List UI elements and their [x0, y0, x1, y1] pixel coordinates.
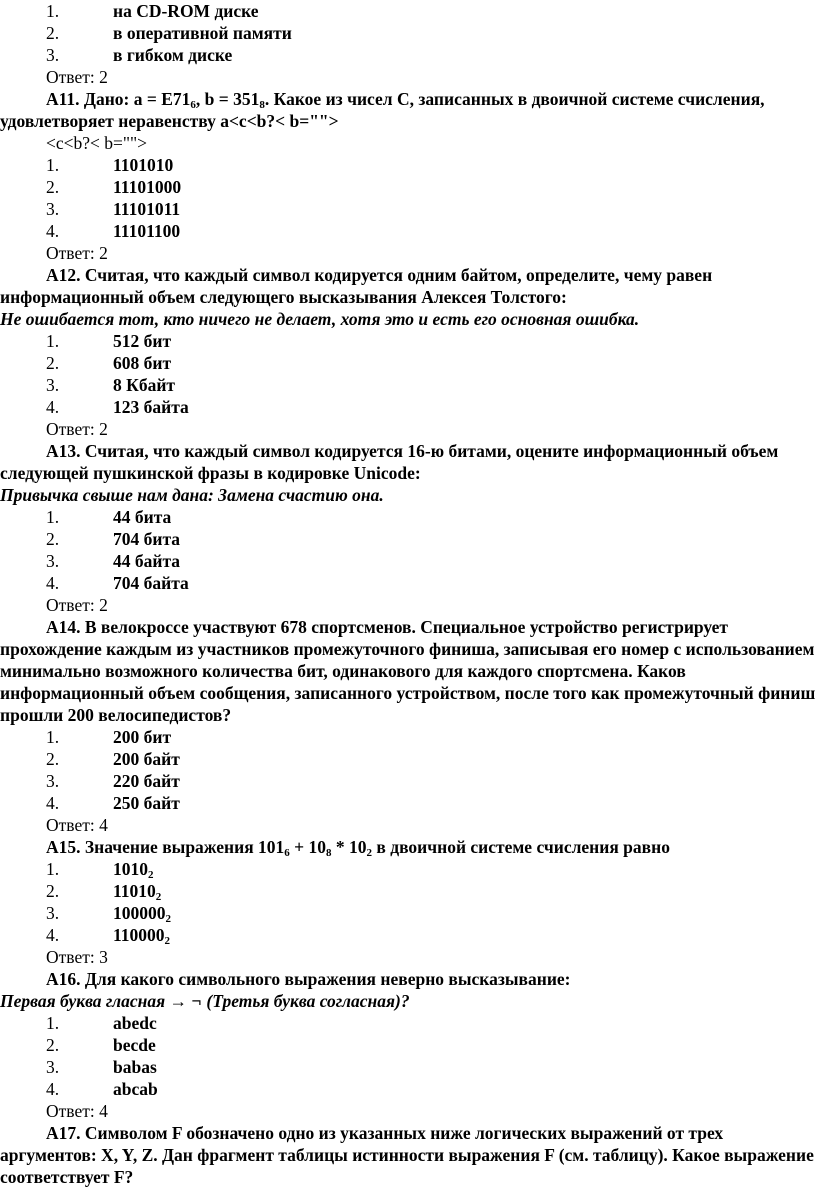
list-item: 3. 8 Кбайт — [46, 375, 175, 395]
list-item: 3. babas — [46, 1057, 157, 1077]
list-item: 2. becde — [46, 1035, 156, 1055]
answer-text: Ответ: 3 — [46, 947, 108, 967]
answer-text: Ответ: 2 — [46, 243, 108, 263]
list-item: 2. 704 бита — [46, 529, 181, 549]
list-item: 3. 44 байта — [46, 551, 181, 571]
list-item: 4. $110000_2$ — [46, 925, 171, 947]
question-a13: А13. Считая, что каждый символ кодируется 16-ю битами, оцените информационный объем следующей пушкинской фразы в кодировке Unicode: — [0, 441, 779, 483]
question-a15: А15. Значение выражения $101_6 + 10_8 * 10_2$ в двоичной системе счисления равно — [46, 837, 670, 859]
list-item: 4. 250 байт — [46, 793, 180, 813]
list-item: 1. 44 бита — [46, 507, 172, 527]
list-item: 2. $11010_2$ — [46, 881, 162, 903]
answer-text: Ответ: 2 — [46, 67, 108, 87]
question-a16: А16. Для какого символьного выражения неверно высказывание: — [46, 969, 571, 989]
list-item: 4. 11101100 — [46, 221, 181, 241]
list-item: 1. 200 бит — [46, 727, 172, 747]
list-item: 1. 1101010 — [46, 155, 174, 175]
answer-text: Ответ: 2 — [46, 419, 108, 439]
question-a11: А11. Дано: $a = E71_6$, $b = 351_8$. Какое из чисел C, записанных в двоичной системе счисления, удовлетворяет неравенству a<c<b?< b=""> — [0, 89, 765, 131]
question-a12: А12. Считая, что каждый символ кодируется одним байтом, определите, чему равен информационный объем следующего высказывания Алексея Толстого: — [0, 265, 713, 307]
answer-text: Ответ: 4 — [46, 1101, 108, 1121]
list-item: 1. на CD-ROM диске — [46, 1, 259, 21]
list-item: 3. 11101011 — [46, 199, 181, 219]
list-item: 4. abcab — [46, 1079, 158, 1099]
quote-text: Первая буква гласная → ¬ (Третья буква согласная)? — [0, 991, 410, 1011]
list-item: 1. $1010_2$ — [46, 859, 154, 881]
answer-text: Ответ: 4 — [46, 815, 108, 835]
question-a14: А14. В велокроссе участвуют 678 спортсменов. Специальное устройство регистрирует прохождение каждым из участников промежуточного финиша, записывая его номер с использованием минимально возможного количества бит, одинакового для каждого спортсмена. Каков информационный объем сообщения, записанного устройством, после того как промежуточный финиш прошли 200 велосипедистов? — [0, 617, 816, 725]
quote-text: Привычка свыше нам дана: Замена счастию она. — [0, 485, 384, 505]
question-a17: А17. Символом F обозначено одно из указанных ниже логических выражений от трех аргументов: X, Y, Z. Дан фрагмент таблицы истинности выражения F (см. таблицу). Какое выражение соответствует F? — [0, 1123, 814, 1187]
quote-text: Не ошибается тот, кто ничего не делает, хотя это и есть его основная ошибка. — [0, 309, 640, 329]
list-item: 3. $100000_2$ — [46, 903, 171, 925]
list-item: 3. в гибком диске — [46, 45, 233, 65]
answer-text: Ответ: 2 — [46, 595, 108, 615]
list-item: 2. в оперативной памяти — [46, 23, 292, 43]
list-item: 1. abedc — [46, 1013, 157, 1033]
list-item: 4. 704 байта — [46, 573, 189, 593]
list-item: 2. 608 бит — [46, 353, 172, 373]
raw-markup-line: <c<b?< b=""> — [46, 133, 148, 153]
list-item: 1. 512 бит — [46, 331, 172, 351]
list-item: 3. 220 байт — [46, 771, 180, 791]
list-item: 2. 200 байт — [46, 749, 180, 769]
list-item: 4. 123 байта — [46, 397, 189, 417]
list-item: 2. 11101000 — [46, 177, 182, 197]
